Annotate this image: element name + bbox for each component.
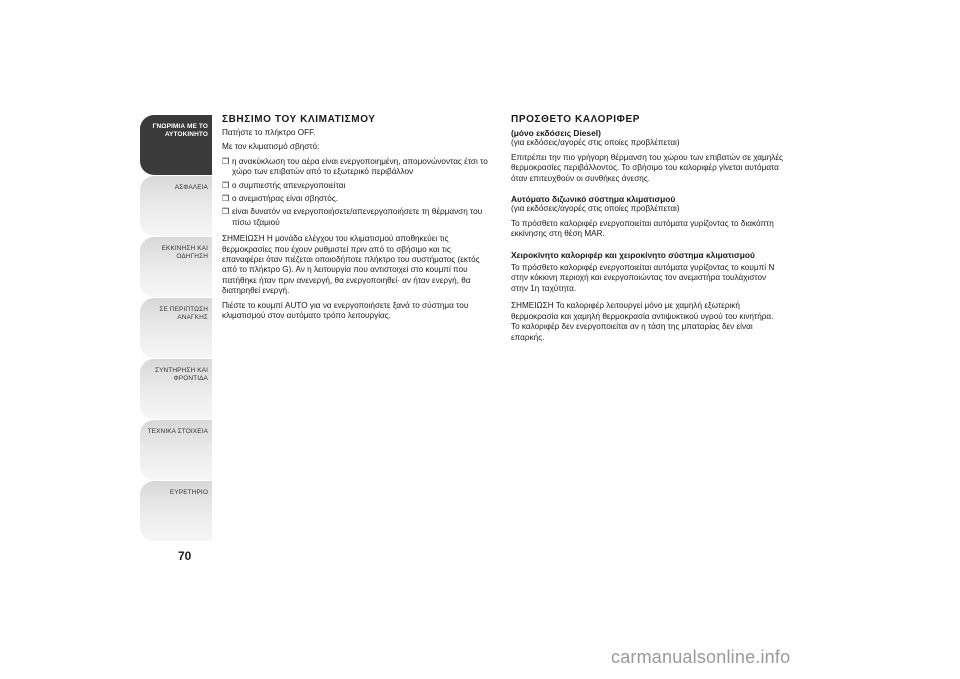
paragraph: Το πρόσθετο καλοριφέρ ενεργοποιείται αυτόματα γυρίζοντας το κουμπί N στην κόκκινη περιοχή και ενεργοποιώντας τον ανεμιστήρα τουλάχιστον στην 1η ταχύτητα. xyxy=(511,263,775,293)
note-paragraph: ΣΗΜΕΙΩΣΗ Η μονάδα ελέγχου του κλιματισμού αποθηκεύει τις θερμοκρασίες που έχουν ρυθμιστεί πριν από το σβήσιμο και τις επαναφέρει όταν πιέζεται οποιοδήποτε πλήκτρο του συστήματος (εκτός από το πλήκτρο G). Αν η λειτουργία που αντιστοιχεί στο κουμπί που πατήθηκε ήταν πριν ανενεργή, θα ενεργοποιηθεί· αν ήταν ενεργή, θα διατηρηθεί ενεργή. xyxy=(222,234,480,296)
checkbox-bullet-icon: ❒ xyxy=(222,180,230,190)
list-item-text: η ανακύκλωση του αέρα είναι ενεργοποιημένη, απομονώνοντας έτσι το χώρο των επιβατών από το εξωτερικό περιβάλλον xyxy=(232,156,488,177)
tab-label: ΣΕ ΠΕΡΙΠΤΩΣΗ ΑΝΑΓΚΗΣ xyxy=(159,306,208,321)
watermark: carmanualsonline.info xyxy=(611,647,791,667)
subheading: Αυτόματο διζωνικό σύστημα κλιματισμού xyxy=(511,194,676,205)
note-paragraph: ΣΗΜΕΙΩΣΗ Το καλοριφέρ λειτουργεί μόνο με χαμηλή εξωτερική θερμοκρασία και χαμηλή θερμοκρασία αντιψυκτικού υγρού του κινητήρα. Το καλοριφέρ δεν ενεργοποιείται αν η τάση της μπαταρίας δεν είναι επαρκής. xyxy=(511,301,774,342)
section-heading: ΣΒΗΣΙΜΟ ΤΟΥ ΚΛΙΜΑΤΙΣΜΟΥ xyxy=(222,114,376,125)
list-item-text: είναι δυνατόν να ενεργοποιήσετε/απενεργοποιήσετε τη θέρμανση του πίσω τζαμιού xyxy=(232,207,483,227)
paragraph: (για εκδόσεις/αγορές στις οποίες προβλέπεται) xyxy=(511,138,680,148)
subheading: Χειροκίνητο καλοριφέρ και χειροκίνητο σύστημα κλιματισμού xyxy=(511,249,755,260)
tab-label: ΤΕΧΝΙΚΑ ΣΤΟΙΧΕΙΑ xyxy=(147,428,208,435)
list-item xyxy=(222,207,494,228)
paragraph: Πιέστε το κουμπί AUTO για να ενεργοποιήσετε ξανά το σύστημα του κλιματισμού στον αυτόματο τρόπο λειτουργίας. xyxy=(222,300,469,321)
tab-index[interactable] xyxy=(140,481,212,541)
tab-technical-data[interactable] xyxy=(140,420,212,480)
paragraph: Με τον κλιματισμό σβηστό: xyxy=(222,142,320,152)
checkbox-bullet-icon: ❒ xyxy=(222,207,230,217)
list-item xyxy=(222,194,494,204)
page-number: 70 xyxy=(178,549,192,563)
subheading: (μόνο εκδόσεις Diesel) xyxy=(511,128,601,138)
section-heading: ΠΡΟΣΘΕΤΟ ΚΑΛΟΡΙΦΕΡ xyxy=(511,114,641,125)
paragraph: Το πρόσθετο καλοριφέρ ενεργοποιείται αυτόματα γυρίζοντας το διακόπτη εκκίνησης στη θέση MAR. xyxy=(511,218,774,239)
tab-emergency[interactable] xyxy=(140,298,212,358)
tab-label: ΓΝΩΡΙΜΙΑ ΜΕ ΤΟ ΑΥΤΟΚΙΝΗΤΟ xyxy=(152,123,208,138)
list-item-text: ο συμπιεστής απενεργοποιείται xyxy=(232,180,346,190)
tab-getting-to-know-car[interactable] xyxy=(140,115,212,175)
tab-safety[interactable] xyxy=(140,176,212,236)
list-item xyxy=(222,181,494,191)
checkbox-bullet-icon: ❒ xyxy=(222,194,230,204)
paragraph: Επιτρέπει την πιο γρήγορη θέρμανση του χώρου των επιβατών σε χαμηλές θερμοκρασίες περιβάλλοντος. Το σβήσιμο του καλοριφέρ γίνεται αυτόματα όταν επιτευχθούν οι συνθήκες άνεσης. xyxy=(511,152,783,183)
tab-starting-driving[interactable] xyxy=(140,237,212,297)
additional-heater-section xyxy=(511,114,783,347)
paragraph: Πατήστε το πλήκτρο OFF. xyxy=(222,128,316,137)
list-item xyxy=(222,157,494,178)
checkbox-bullet-icon: ❒ xyxy=(222,156,230,166)
tab-maintenance[interactable] xyxy=(140,359,212,419)
list-item-text: ο ανεμιστήρας είναι σβηστός. xyxy=(232,194,339,204)
climate-off-section xyxy=(222,114,494,326)
tab-label: ΕΥΡΕΤΗΡΙΟ xyxy=(169,489,208,496)
chapter-sidebar xyxy=(140,115,212,542)
tab-label: ΣΥΝΤΗΡΗΣΗ ΚΑΙ ΦΡΟΝΤΙΔΑ xyxy=(154,367,208,382)
paragraph: (για εκδόσεις/αγορές στις οποίες προβλέπεται) xyxy=(511,204,680,214)
tab-label: ΕΚΚΙΝΗΣΗ ΚΑΙ ΟΔΗΓΗΣΗ xyxy=(161,245,208,260)
tab-label: ΑΣΦΑΛΕΙΑ xyxy=(174,184,208,191)
